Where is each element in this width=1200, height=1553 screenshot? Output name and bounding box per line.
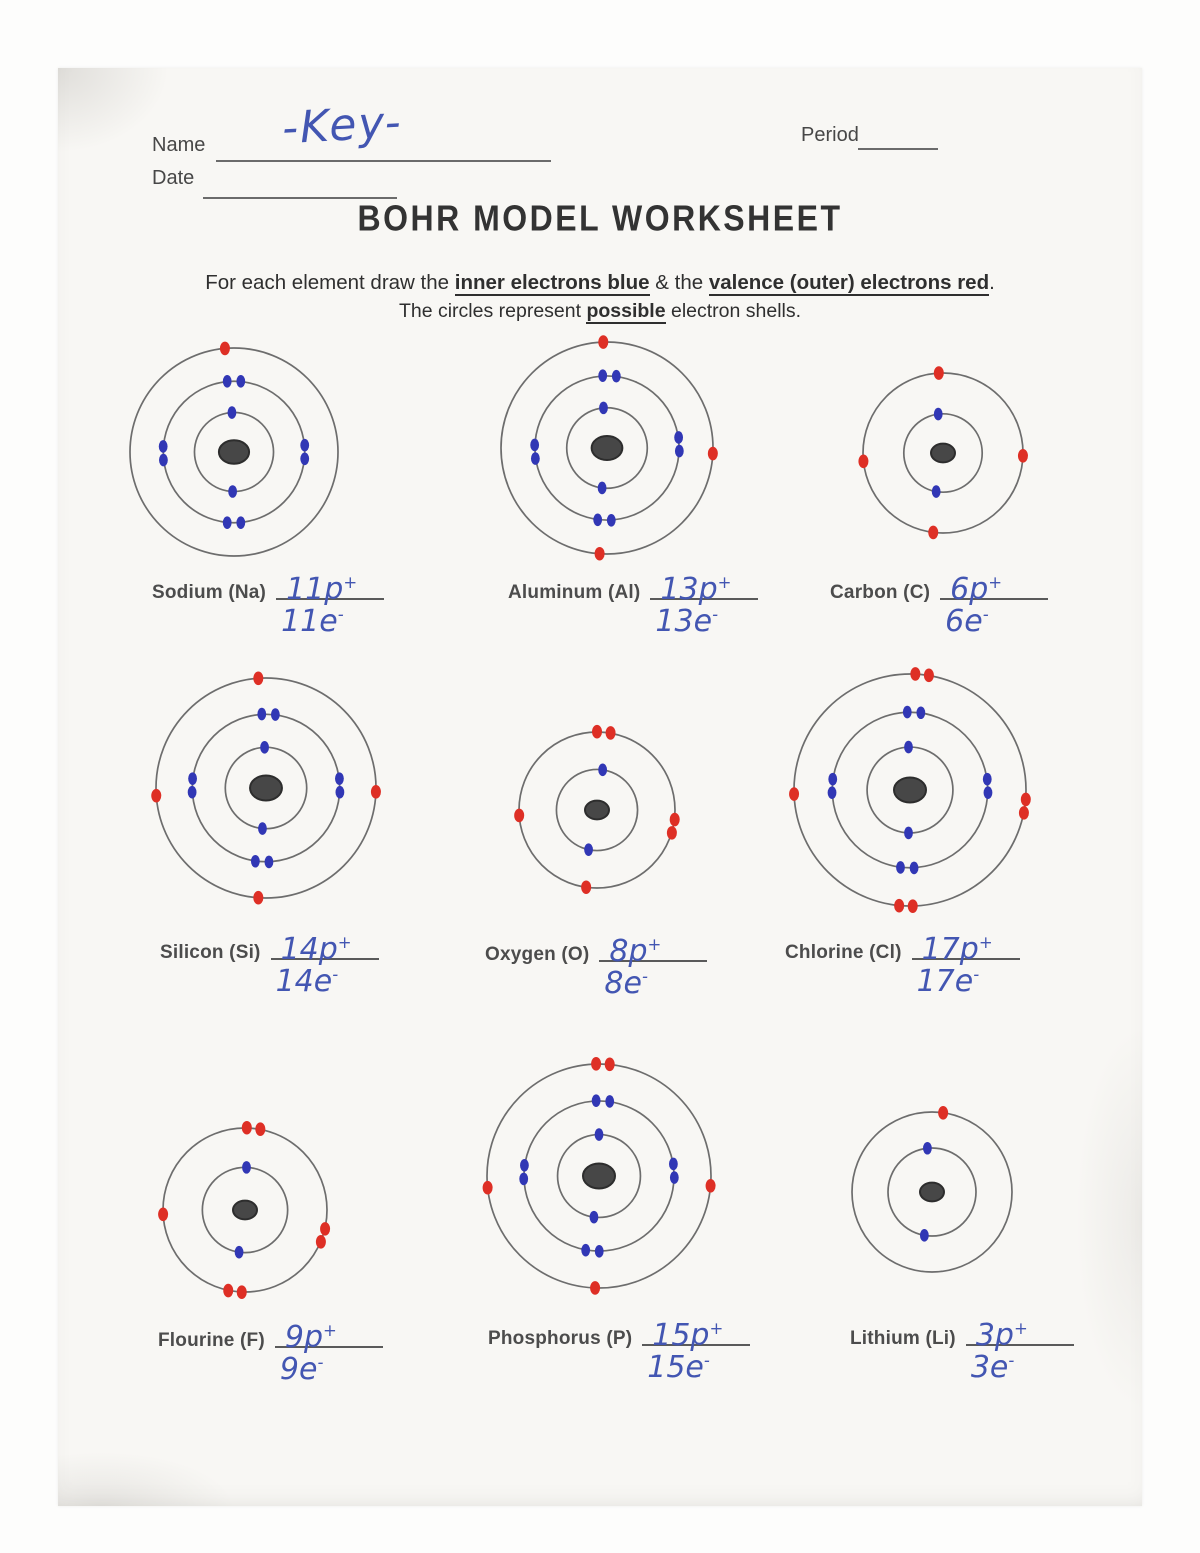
red-electron-dot	[253, 671, 263, 685]
blue-electron-dot	[932, 485, 941, 498]
blue-electron-dot	[916, 706, 925, 719]
blue-electron-dot	[674, 431, 683, 444]
red-electron-dot	[858, 455, 868, 469]
nucleus	[920, 1183, 944, 1202]
protons-answer: 14p+	[280, 932, 352, 967]
instr-inner-electrons-blue: inner electrons blue	[454, 271, 650, 294]
blue-electron-dot	[188, 772, 197, 785]
blue-electron-dot	[300, 453, 309, 466]
instr-prefix: For each element draw the	[205, 271, 455, 294]
red-electron-dot	[667, 826, 677, 840]
element-name-label: Oxygen (O)	[485, 944, 590, 965]
red-electron-dot	[223, 1284, 233, 1298]
electrons-answer: 8e-	[604, 966, 648, 1001]
instructions-line2	[0, 297, 1200, 325]
red-electron-dot	[605, 1058, 615, 1072]
period-label: Period	[801, 124, 859, 146]
blue-electron-dot	[896, 861, 905, 874]
element-caption-sodium	[152, 572, 384, 639]
protons-answer: 17p+	[921, 932, 993, 967]
blue-electron-dot	[910, 862, 919, 875]
electrons-answer: 11e-	[281, 604, 344, 639]
protons-answer: 13p+	[660, 572, 732, 607]
blue-electron-dot	[595, 1128, 604, 1141]
blue-electron-dot	[598, 369, 607, 382]
period-field-line	[858, 146, 938, 150]
blue-electron-dot	[595, 1245, 604, 1258]
red-electron-dot	[253, 891, 263, 905]
answer-blank-line	[650, 572, 758, 639]
nucleus	[931, 444, 955, 463]
blue-electron-dot	[228, 406, 237, 419]
electrons-answer: 17e-	[916, 964, 980, 999]
bohr-diagram-flourine	[151, 1116, 339, 1304]
red-electron-dot	[928, 526, 938, 540]
answer-blank-line	[912, 932, 1020, 999]
blue-electron-dot	[675, 445, 684, 458]
blue-electron-dot	[159, 440, 168, 453]
red-electron-dot	[591, 1057, 601, 1071]
nucleus	[219, 440, 249, 464]
red-electron-dot	[514, 809, 524, 823]
blue-electron-dot	[612, 370, 621, 383]
blue-electron-dot	[520, 1159, 529, 1172]
date-label: Date	[152, 167, 195, 189]
red-electron-dot	[595, 547, 605, 561]
protons-answer: 8p+	[609, 934, 662, 969]
bohr-diagram-chlorine	[782, 662, 1038, 918]
blue-electron-dot	[335, 772, 344, 785]
blue-electron-dot	[904, 741, 913, 754]
blue-electron-dot	[670, 1171, 679, 1184]
blue-electron-dot	[257, 708, 266, 721]
blue-electron-dot	[260, 741, 269, 754]
blue-electron-dot	[607, 514, 616, 527]
answer-blank-line	[940, 572, 1048, 639]
protons-answer: 11p+	[286, 572, 358, 607]
blue-electron-dot	[934, 408, 943, 421]
blue-electron-dot	[223, 375, 232, 388]
nucleus	[585, 801, 609, 820]
protons-answer: 9p+	[284, 1320, 337, 1355]
answer-blank-line	[275, 1320, 383, 1387]
red-electron-dot	[1021, 793, 1031, 807]
instr2-suffix: electron shells.	[665, 300, 802, 322]
blue-electron-dot	[530, 439, 539, 452]
protons-answer: 3p+	[975, 1318, 1028, 1353]
blue-electron-dot	[223, 516, 232, 529]
blue-electron-dot	[593, 513, 602, 526]
answer-blank-line	[966, 1318, 1074, 1385]
instr2-possible: possible	[586, 300, 666, 322]
element-caption-flourine	[158, 1320, 383, 1387]
bohr-diagram-oxygen	[507, 720, 687, 900]
answer-blank-line	[642, 1318, 750, 1385]
element-caption-phosphorus	[488, 1318, 750, 1385]
element-name-label: Chlorine (Cl)	[785, 942, 902, 963]
answer-blank-line	[276, 572, 384, 639]
red-electron-dot	[670, 813, 680, 827]
blue-electron-dot	[242, 1161, 251, 1174]
element-name-label: Flourine (F)	[158, 1330, 265, 1351]
electrons-answer: 6e-	[945, 604, 989, 639]
blue-electron-dot	[251, 855, 260, 868]
instr-valence-electrons-red: valence (outer) electrons red	[708, 271, 990, 294]
blue-electron-dot	[598, 764, 607, 777]
blue-electron-dot	[590, 1211, 599, 1224]
red-electron-dot	[237, 1285, 247, 1299]
blue-electron-dot	[300, 439, 309, 452]
answer-blank-line	[599, 934, 707, 1001]
instr2-prefix: The circles represent	[398, 300, 587, 322]
element-caption-carbon	[830, 572, 1048, 639]
blue-electron-dot	[335, 786, 344, 799]
red-electron-dot	[598, 335, 608, 349]
blue-electron-dot	[828, 786, 837, 799]
nucleus	[233, 1201, 257, 1220]
instr-suffix: .	[989, 271, 995, 294]
instr-middle: & the	[649, 271, 709, 294]
electrons-answer: 13e-	[655, 604, 719, 639]
bohr-diagram-lithium	[840, 1100, 1024, 1284]
blue-electron-dot	[519, 1173, 528, 1186]
red-electron-dot	[592, 725, 602, 739]
red-electron-dot	[242, 1121, 252, 1135]
blue-electron-dot	[984, 786, 993, 799]
element-caption-silicon	[160, 932, 379, 999]
bohr-diagram-phosphorus	[475, 1052, 723, 1300]
red-electron-dot	[255, 1122, 265, 1136]
blue-electron-dot	[920, 1229, 929, 1242]
blue-electron-dot	[983, 773, 992, 786]
element-caption-chlorine	[785, 932, 1020, 999]
blue-electron-dot	[265, 856, 274, 869]
red-electron-dot	[706, 1179, 716, 1193]
blue-electron-dot	[258, 822, 267, 835]
blue-electron-dot	[581, 1244, 590, 1257]
blue-electron-dot	[598, 482, 607, 495]
nucleus	[250, 776, 282, 801]
protons-answer: 15p+	[652, 1318, 724, 1353]
red-electron-dot	[316, 1235, 326, 1249]
electrons-answer: 3e-	[970, 1350, 1015, 1385]
red-electron-dot	[908, 899, 918, 913]
instructions	[0, 268, 1200, 325]
element-name-label: Sodium (Na)	[152, 582, 267, 603]
element-name-label: Aluminum (Al)	[508, 582, 641, 603]
instructions-line1	[0, 268, 1200, 297]
red-electron-dot	[938, 1106, 948, 1120]
bohr-diagram-carbon	[851, 361, 1035, 545]
blue-electron-dot	[605, 1095, 614, 1108]
blue-electron-dot	[236, 375, 245, 388]
protons-answer: 6p+	[950, 572, 1003, 607]
page-title: BOHR MODEL WORKSHEET	[357, 197, 843, 239]
red-electron-dot	[371, 785, 381, 799]
blue-electron-dot	[271, 708, 280, 721]
red-electron-dot	[924, 669, 934, 683]
electrons-answer: 9e-	[279, 1352, 324, 1387]
nucleus	[583, 1164, 615, 1189]
red-electron-dot	[606, 726, 616, 740]
red-electron-dot	[581, 880, 591, 894]
element-caption-oxygen	[485, 934, 707, 1001]
red-electron-dot	[910, 667, 920, 681]
name-label: Name	[152, 134, 206, 156]
blue-electron-dot	[235, 1246, 244, 1259]
blue-electron-dot	[923, 1142, 932, 1155]
element-caption-lithium	[850, 1318, 1074, 1385]
electrons-answer: 14e-	[275, 964, 339, 999]
bohr-diagram-aluminum	[489, 330, 725, 566]
element-name-label: Carbon (C)	[830, 582, 931, 603]
red-electron-dot	[483, 1181, 493, 1195]
nucleus	[592, 436, 623, 460]
element-name-label: Silicon (Si)	[160, 942, 261, 963]
blue-electron-dot	[599, 402, 608, 415]
blue-electron-dot	[159, 454, 168, 467]
element-caption-aluminum	[508, 572, 758, 639]
bohr-diagram-silicon	[144, 666, 388, 910]
blue-electron-dot	[904, 827, 913, 840]
blue-electron-dot	[584, 843, 593, 856]
blue-electron-dot	[903, 706, 912, 719]
red-electron-dot	[220, 342, 230, 356]
electrons-answer: 15e-	[647, 1350, 710, 1385]
red-electron-dot	[158, 1207, 168, 1221]
bohr-diagram-sodium	[118, 336, 350, 568]
blue-electron-dot	[592, 1094, 601, 1107]
red-electron-dot	[934, 366, 944, 380]
nucleus	[894, 778, 926, 803]
red-electron-dot	[1018, 449, 1028, 463]
blue-electron-dot	[669, 1158, 678, 1171]
blue-electron-dot	[531, 452, 540, 465]
blue-electron-dot	[828, 773, 837, 786]
element-name-label: Phosphorus (P)	[488, 1328, 633, 1349]
red-electron-dot	[320, 1222, 330, 1236]
red-electron-dot	[1019, 806, 1029, 820]
red-electron-dot	[894, 899, 904, 913]
red-electron-dot	[151, 789, 161, 803]
name-field-line	[216, 158, 551, 162]
answer-blank-line	[271, 932, 379, 999]
blue-electron-dot	[228, 485, 237, 498]
blue-electron-dot	[236, 516, 245, 529]
blue-electron-dot	[188, 786, 197, 799]
element-name-label: Lithium (Li)	[850, 1328, 956, 1349]
red-electron-dot	[708, 447, 718, 461]
name-handwritten-value: -Key-	[280, 96, 404, 155]
red-electron-dot	[590, 1281, 600, 1295]
red-electron-dot	[789, 787, 799, 801]
